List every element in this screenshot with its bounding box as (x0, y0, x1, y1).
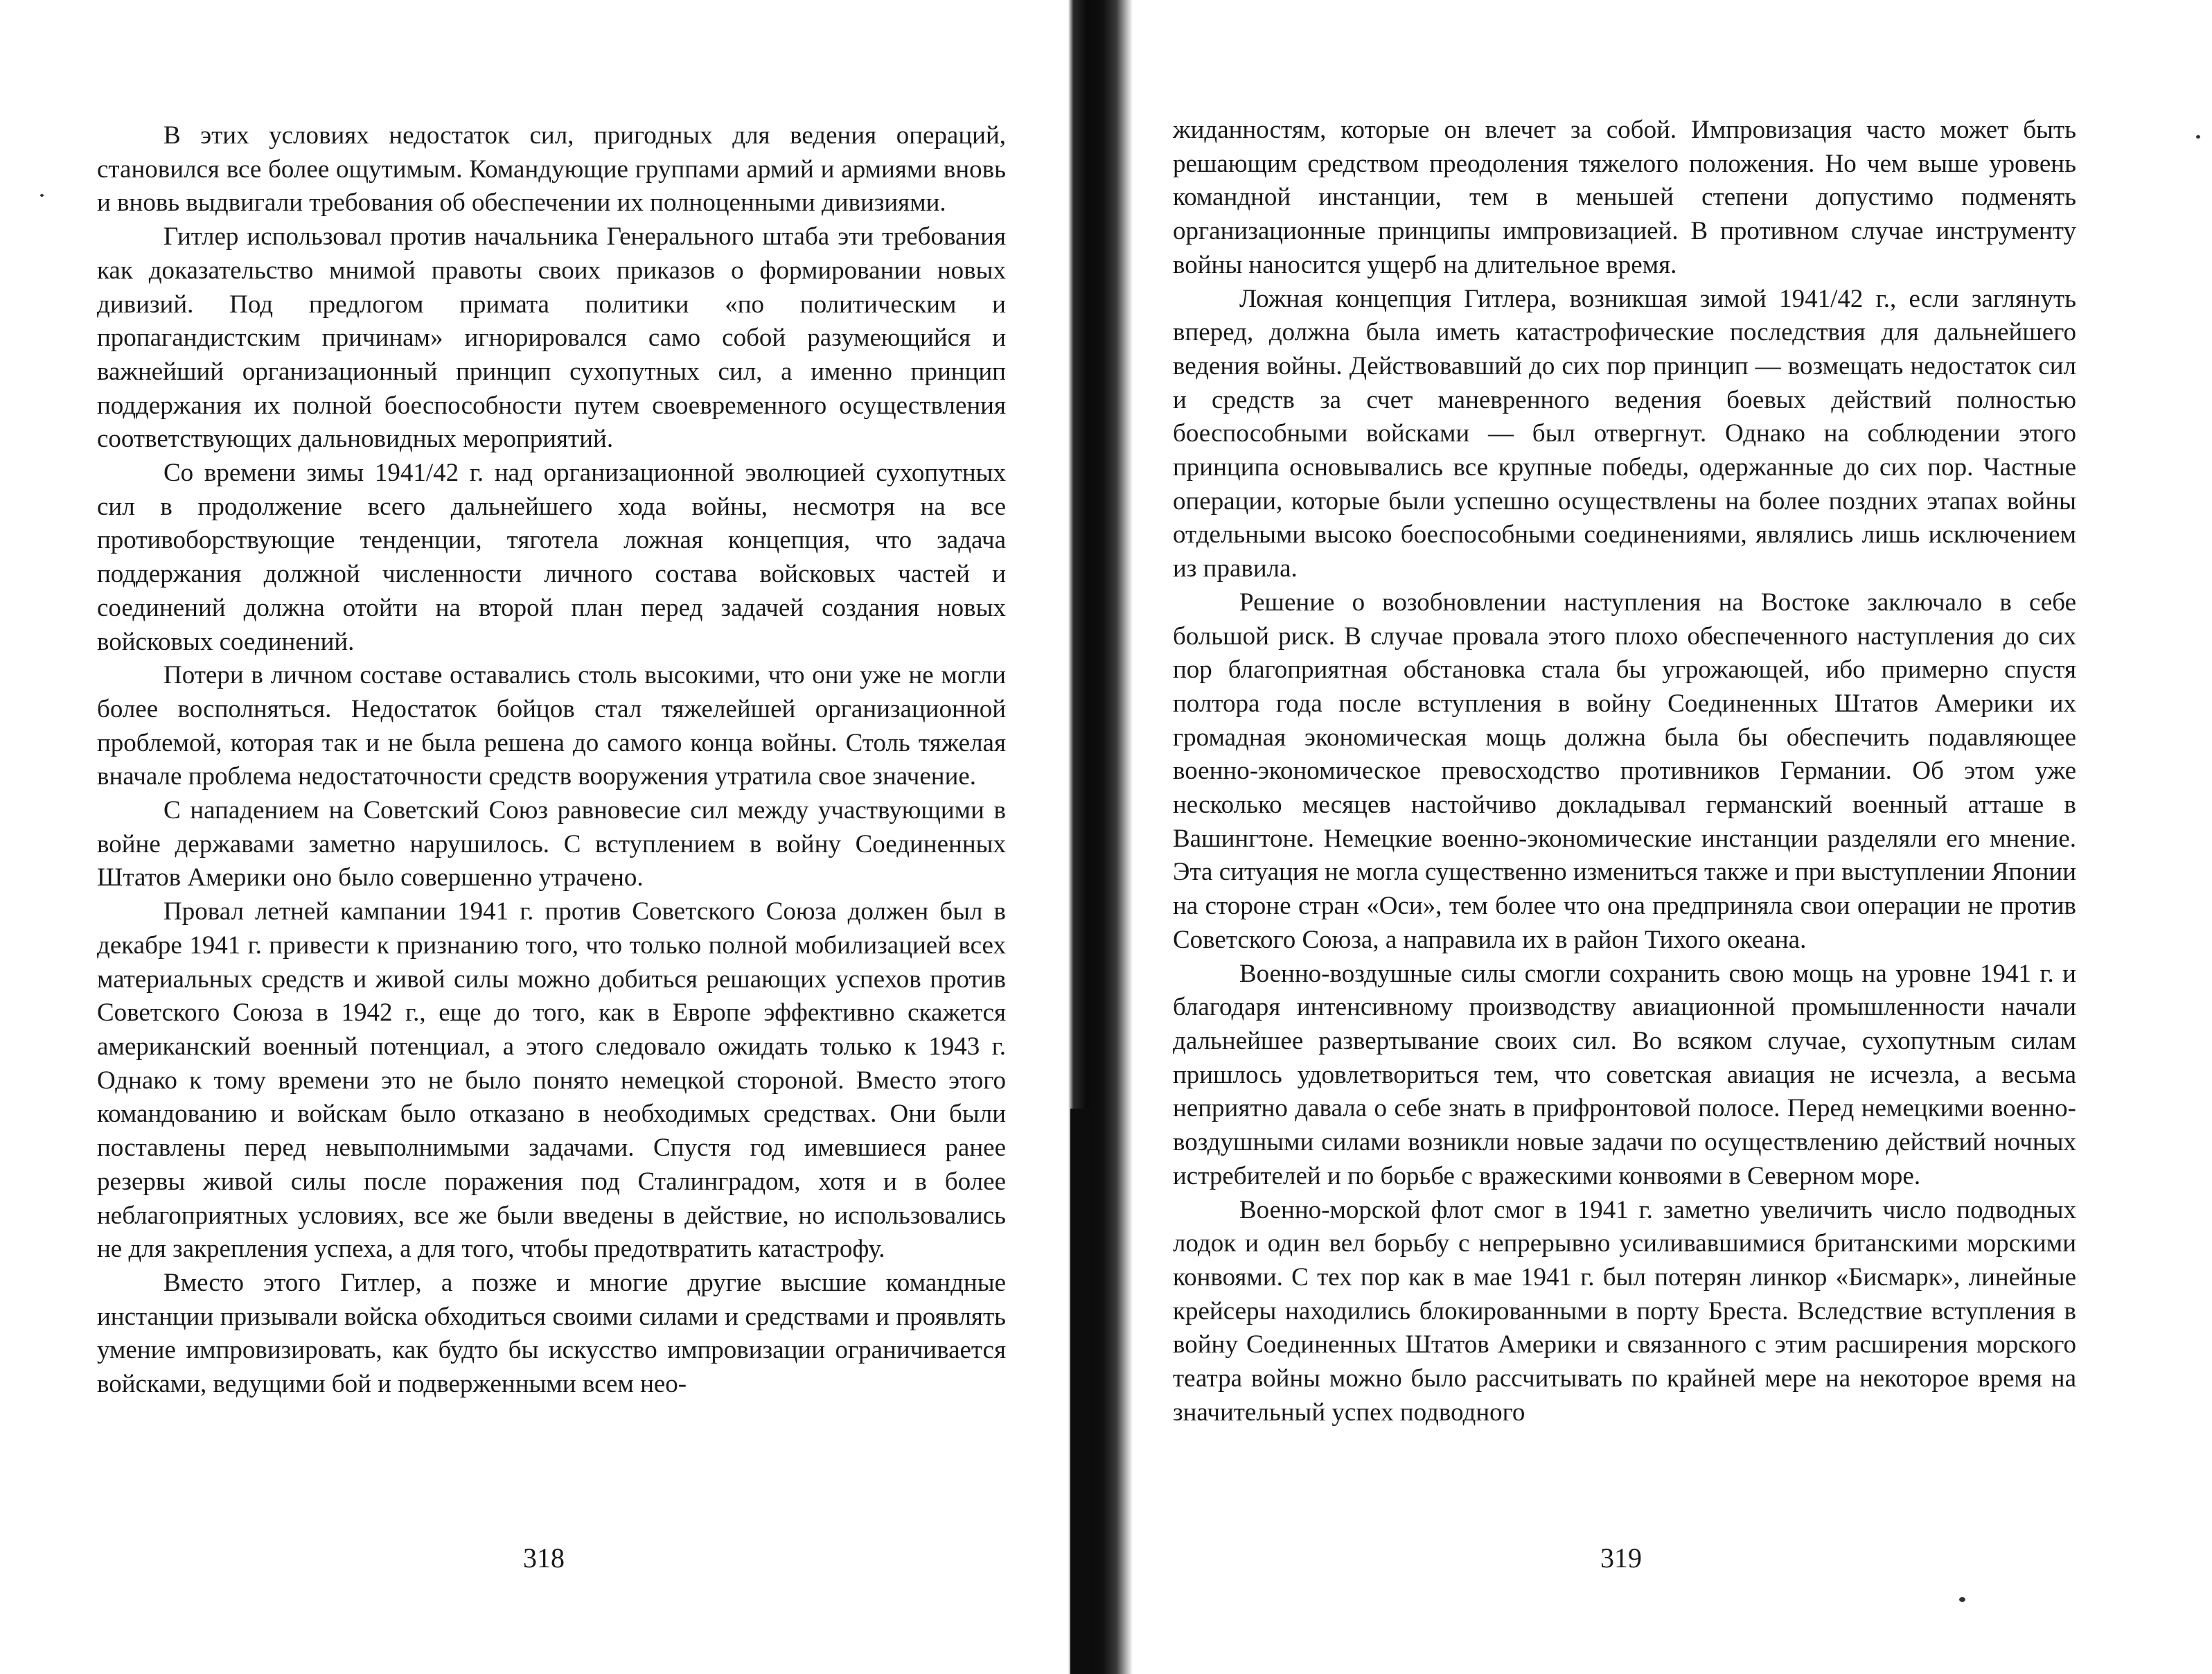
paragraph: Военно-морской флот смог в 1941 г. заметно увеличить число подводных лодок и один вел борьбу с непрерывно усиливавшимися британскими морскими конвоями. С тех пор как в мае 1941 г. был потерян линкор «Бисмарк», линейные крейсеры находились блокированными в порту Бреста. Вследствие вступления в войну Соединенных Штатов Америки и связанного с этим расширения морского театра войны можно было рассчитывать по крайней мере на некоторое время на значительный успех подводного (1173, 1195, 2076, 1427)
paragraph: В этих условиях недостаток сил, пригодных для ведения операций, становился все более ощутимым. Командующие группами армий и армиями вновь и вновь выдвигали требования об обеспечении их полноценными дивизиями. (97, 121, 1006, 218)
scan-speck (40, 194, 44, 197)
paragraph: Со времени зимы 1941/42 г. над организационной эволюцией сухопутных сил в продолжение всего дальнейшего хода войны, несмотря на все противоборствующие тенденции, тяготела ложная концепция, что задача поддержания должной численности личного состава войсковых частей и соединений должна отойти на второй план перед задачей создания новых войсковых соединений. (97, 459, 1006, 656)
scan-speck (2196, 135, 2200, 139)
paragraph: Вместо этого Гитлер, а позже и многие другие высшие командные инстанции призывали войска обходиться своими силами и средствами и проявлять умение импровизировать, как будто бы искусство импровизации ограничивается войсками, ведущими бой и подверженными всем нео- (97, 1268, 1006, 1399)
page-number: 318 (523, 1542, 565, 1574)
right-page (1133, 0, 2212, 1674)
paragraph: Военно-воздушные силы смогли сохранить свою мощь на уровне 1941 г. и благодаря интенсивному производству авиационной промышленности начали дальнейшее развертывание своих сил. Во всяком случае, сухопутным силам пришлось удовлетвориться тем, что советская авиация не исчезла, а весьма неприятно давала о себе знать в прифронтовой полосе. Перед немецкими военно-воздушными силами возникли новые задачи по осуществлению действий ночных истребителей и по борьбе с вражескими конвоями в Северном море. (1173, 959, 2076, 1190)
paragraph: Решение о возобновлении наступления на Востоке заключало в себе большой риск. В случае провала этого плохо обеспеченного наступления до сих пор благоприятная обстановка стала бы угрожающей, ибо примерно спустя полтора года после вступления в войну Соединенных Штатов Америки их громадная экономическая мощь должна была бы обеспечить подавляющее военно-экономическое превосходство противников Германии. Об этом уже несколько месяцев настойчиво докладывал германский военный атташе в Вашингтоне. Немецкие военно-экономические инстанции разделяли его мнение. Эта ситуация не могла существенно измениться также и при выступлении Японии на стороне стран «Оси», тем более что она предприняла свои операции не против Советского Союза, а направила их в район Тихого океана. (1173, 588, 2076, 954)
scan-speck (1959, 1597, 1965, 1602)
left-page (0, 0, 1067, 1674)
paragraph: Ложная концепция Гитлера, возникшая зимой 1941/42 г., если заглянуть вперед, должна была иметь катастрофические последствия для дальнейшего ведения войны. Действовавший до сих пор принцип — возмещать недостаток сил и средств за счет маневренного ведения боевых действий полностью боеспособными войсками — был отвергнут. Однако на соблюдении этого принципа основывались все крупные победы, одержанные до сих пор. Частные операции, которые были успешно осуществлены на более поздних этапах войны отдельными высоко боеспособными соединениями, являлись лишь исключением из правила. (1173, 284, 2076, 583)
paragraph: Потери в личном составе оставались столь высокими, что они уже не могли более восполняться. Недостаток бойцов стал тяжелейшей организационной проблемой, которая так и не была решена до самого конца войны. Столь тяжелая вначале проблема недостаточности средств вооружения утратила свое значение. (97, 661, 1006, 791)
paragraph: Гитлер использовал против начальника Генерального штаба эти требования как доказательство мнимой правоты своих приказов о формировании новых дивизий. Под предлогом примата политики «по политическим и пропагандистским причинам» игнорировался само собой разумеющийся и важнейший организационный принцип сухопутных сил, а именно принцип поддержания их полной боеспособности путем своевременного осуществления соответствующих дальновидных мероприятий. (97, 222, 1006, 454)
paragraph: С нападением на Советский Союз равновесие сил между участвующими в войне державами заметно нарушилось. С вступлением в войну Соединенных Штатов Америки оно было совершенно утрачено. (97, 796, 1006, 892)
gutter-shadow (1070, 1109, 1090, 1674)
continued-paragraph: жиданностям, которые он влечет за собой. Импровизация часто может быть решающим средством преодоления тяжелого положения. Но чем выше уровень командной инстанции, тем в меньшей степени допустимо подменять организационные принципы импровизацией. В противном случае инструменту войны наносится ущерб на длительное время. (1173, 116, 2076, 279)
paragraph: Провал летней кампании 1941 г. против Советского Союза должен был в декабре 1941 г. привести к признанию того, что только полной мобилизацией всех материальных средств и живой силы можно добиться решающих успехов против Советского Союза в 1942 г., еще до того, как в Европе эффективно скажется американский военный потенциал, а этого следовало ожидать только к 1943 г. Однако к тому времени это не было понято немецкой стороной. Вместо этого командованию и войскам было отказано в необходимых средствах. Они были поставлены перед невыполнимыми задачами. Спустя год имевшиеся ранее резервы живой силы после поражения под Сталинградом, хотя и в более неблагоприятных условиях, все же были введены в действие, но использовались не для закрепления успеха, а для того, чтобы предотвратить катастрофу. (97, 897, 1006, 1264)
right-page-text (1173, 114, 2076, 1429)
page-number: 319 (1600, 1542, 1642, 1574)
left-page-text (97, 119, 1006, 1402)
